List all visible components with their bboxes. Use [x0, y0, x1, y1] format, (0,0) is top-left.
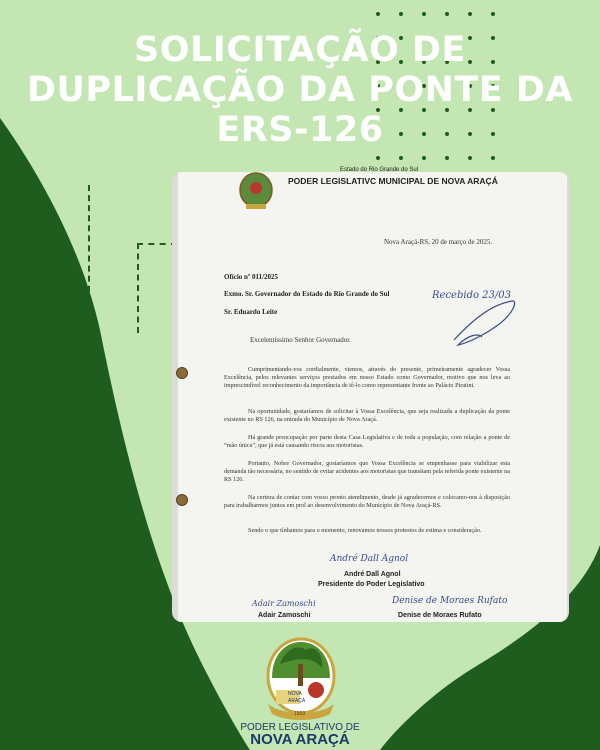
document-paragraph-2: Na oportunidade, gostaríamos de solicitar à Vossa Excelência, que seja realizada a duplicação da ponte existente no RS 126, na entrada do Município de Nova Araçá. [224, 408, 510, 423]
page-title [0, 30, 600, 150]
document-oficio: Ofício nº 011/2025 [224, 273, 279, 281]
legislative-logo-icon [258, 634, 344, 722]
signer-1-name: André Dall Agnol [344, 571, 401, 578]
logo-ribbon-text: 1959 [294, 711, 306, 717]
document-salutation: Excelentíssimo Senhor Governador. [250, 336, 351, 344]
signature-1-handwriting: André Dall Agnol [330, 554, 409, 564]
punch-hole-bottom [176, 494, 188, 506]
document-paragraph-4: Portanto, Nobre Governador, gostaríamos que Vossa Excelência se empenhasse para viabilizar esta demanda tão necessária, no sentido de evitar acidentes aos motoristas que transitam pela referida ponte existente na RS 126. [224, 460, 510, 483]
document-crest-icon [232, 170, 280, 216]
signature-2-handwriting: Adair Zamoschi [252, 599, 316, 608]
document-paragraph-1: Cumprimentando-vos cordialmente, viemos, através do presente, primeiramente agradecer Vossa Excelência, pelos relevantes serviços prestados em nosso Estado como Governador, motivo que nos leva ao imprescindível reconhecimento da importância de tê-lo como representante frente ao Palácio Piratini. [224, 366, 510, 389]
signer-1-role: Presidente do Poder Legislativo [318, 581, 425, 588]
title-line-2: DUPLICAÇÃO DA PONTE DA [26, 70, 574, 110]
footer-city-name: NOVA ARAÇÁ [250, 731, 350, 748]
logo-text-top: NOVA [288, 691, 302, 697]
document-paragraph-3: Há grande preocupação por parte desta Casa Legislativa e de toda a população, com relação a ponte de “mão única”, que já está causando riscos aos motoristas. [224, 434, 510, 449]
received-scribble-icon [448, 295, 520, 350]
logo-text-bottom: ARAÇÁ [288, 698, 306, 704]
document-addressee: Exmo. Sr. Governador do Estado do Rio Grande do Sul [224, 290, 390, 298]
document-paragraph-5: Na certeza de contar com vosso pronto atendimento, desde já agradecemos e colocamo-nos à disposição para trabalharmos juntos em prol ao desenvolvimento do Município de Nova Araçá-RS. [224, 494, 510, 509]
document-date: Nova Araçá-RS, 20 de março de 2025. [384, 238, 493, 246]
footer-legislative-label: PODER LEGISLATIVO DE [240, 722, 360, 733]
document-header-main: PODER LEGISLATIVC MUNICIPAL DE NOVA ARAÇÁ [288, 176, 498, 186]
punch-hole-top [176, 367, 188, 379]
title-line-1: SOLICITAÇÃO DE [134, 30, 466, 70]
document-header-state: Estado do Rio Grande do Sul [340, 167, 419, 173]
signer-3-name: Denise de Moraes Rufato [398, 612, 482, 619]
dashed-line-left [88, 185, 90, 745]
received-handwriting: Recebido 23/03 [432, 290, 511, 301]
document-paragraph-6: Sendo o que tínhamos para o momento, renovamos nossos protestos de estima e consideração. [248, 527, 482, 534]
signer-2-name: Adair Zamoschi [258, 612, 311, 619]
title-line-3: ERS-126 [216, 110, 384, 150]
dashed-line-horizontal [137, 243, 177, 245]
document-addressee-name: Sr. Eduardo Leite [224, 308, 278, 316]
dashed-line-vertical [137, 243, 139, 333]
signature-3-handwriting: Denise de Moraes Rufato [392, 596, 508, 606]
